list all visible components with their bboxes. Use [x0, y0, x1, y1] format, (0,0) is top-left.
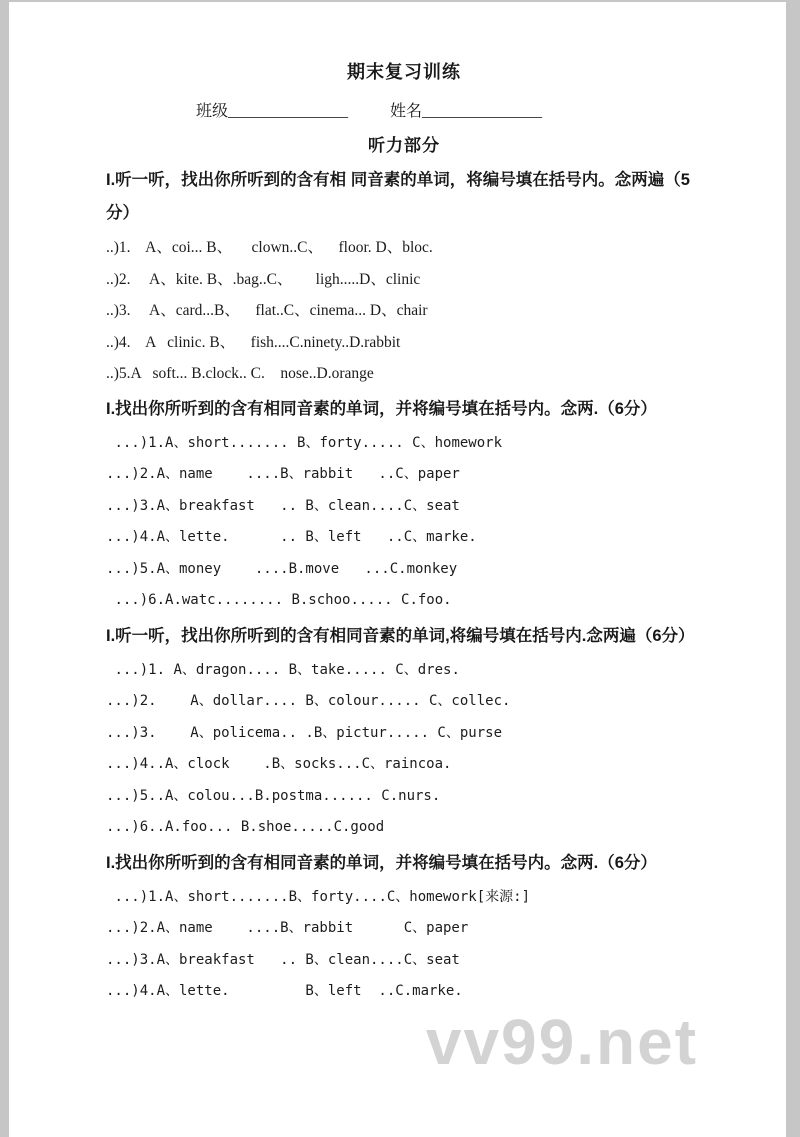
name-blank-field: 姓名_______________: [390, 103, 543, 120]
section-2-item-4: ...)4.A、lette. .. B、left ..C、marke.: [106, 529, 477, 545]
section-4-item-4: ...)4.A、lette. B、left ..C.marke.: [106, 983, 463, 999]
section-2-item-1: ...)1.A、short....... B、forty..... C、homework: [106, 434, 503, 451]
section-2-item-6: ...)6.A.watc........ B.schoo..... C.foo.: [106, 592, 452, 608]
section-3-item-1: ...)1. A、dragon.... B、take..... C、dres.: [106, 661, 460, 678]
section-4-instruction: I.找出你所听到的含有相同音素的单词，并将编号填在括号内。念两.（6分）: [106, 853, 657, 872]
section-1-item-2: ..)2. A、kite. B、.bag..C、 ligh.....D、clinic: [106, 270, 421, 288]
section-1-item-3: ..)3. A、card...B、 flat..C、cinema... D、chair: [106, 302, 428, 319]
student-info-line: [106, 98, 702, 121]
section-2-instruction: I.找出你所听到的含有相同音素的单词，并将编号填在括号内。念两.（6分）: [106, 399, 657, 418]
listening-section-title: 听力部分: [368, 136, 440, 155]
section-3-item-5: ...)5..A、colou...B.postma...... C.nurs.: [106, 787, 441, 804]
section-1-instruction: I.听一听，找出你所听到的含有相 同音素的单词，将编号填在括号内。念两遍（5分）: [106, 171, 690, 222]
section-3-item-4: ...)4..A、clock .B、socks...C、raincoa.: [106, 756, 452, 772]
section-4-item-2: ...)2.A、name ....B、rabbit C、paper: [106, 920, 469, 936]
section-3-instruction: I.听一听，找出你所听到的含有相同音素的单词,将编号填在括号内.念两遍（6分）: [106, 626, 695, 645]
section-4-item-1: ...)1.A、short.......B、forty....C、homework[来源:]: [106, 888, 531, 905]
section-3-item-6: ...)6..A.foo... B.shoe.....C.good: [106, 819, 385, 835]
watermark: vv99.net: [425, 1006, 698, 1078]
sections-container: [106, 164, 702, 1008]
section-3-item-3: ...)3. A、policema.. .B、pictur..... C、purse: [106, 724, 503, 741]
page-title: 期末复习训练: [347, 62, 461, 82]
section-2-item-2: ...)2.A、name ....B、rabbit ..C、paper: [106, 466, 460, 482]
section-1-item-1: ..)1. A、coi... B、 clown..C、 floor. D、bloc.: [106, 239, 433, 256]
section-2-item-5: ...)5.A、money ....B.move ...C.monkey: [106, 560, 458, 577]
section-4-item-3: ...)3.A、breakfast .. B、clean....C、seat: [106, 951, 460, 968]
class-blank-field: 班级_______________: [195, 103, 348, 120]
section-3-item-2: ...)2. A、dollar.... B、colour..... C、collec.: [106, 693, 511, 709]
document-page: [9, 2, 786, 1137]
section-1-item-4: ..)4. A clinic. B、 fish....C.ninety..D.rabbit: [106, 333, 401, 351]
section-1-item-5: ..)5.A soft... B.clock.. C. nose..D.orange: [106, 365, 374, 382]
section-2-item-3: ...)3.A、breakfast .. B、clean....C、seat: [106, 497, 460, 514]
